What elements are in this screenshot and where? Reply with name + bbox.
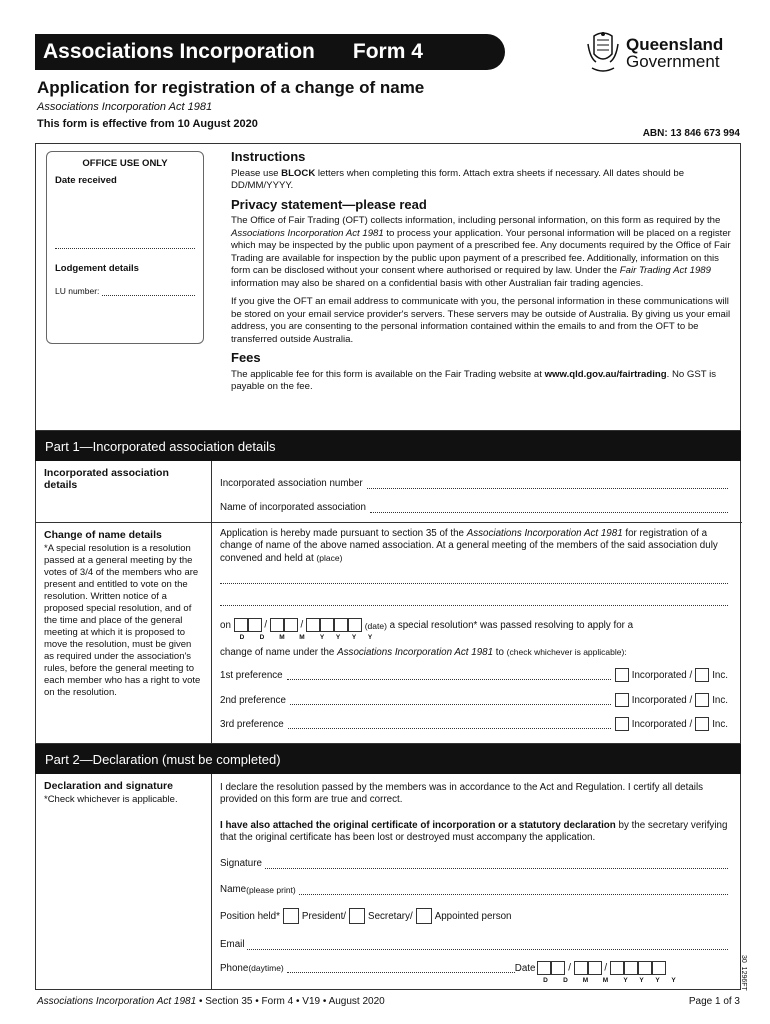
pref3-incorporated-checkbox[interactable] (615, 717, 629, 731)
email-field[interactable] (247, 941, 729, 950)
qld-government-logo (586, 30, 723, 76)
phone-label: Phone (220, 962, 249, 974)
name-field[interactable] (299, 886, 728, 895)
pref2-field[interactable] (290, 696, 611, 705)
part1-section: Incorporated association details Incorporated association number Name of incorporated association Change of name details *A special resolution is a resolution passed at a general meeting by the votes of 3/4 of the members who are present and entitled to vote on the resolution. Written notice of a proposed special resolution, and of the time and place of the general meeting at which it is proposed to move the resolution, must be given as required under the association's rules, before the general meeting to each member who has a right to vote on the resolution. Application is hereby made pursuant to section 35 of the Associations Incorporation Act 1981 for registration of a change of name of the above named association. At a general meeting of the members of the said association duly convened and held at (place) on / / (date) a special resolution* was passed resolving to apply for a D D M M Y Y Y Y change of name under the Associations Incorporation Act 1981 to (check whichever is applicable): 1st preference Incorporated / Inc. 2nd preference Incorporated / Inc. 3rd preference Incorporated / Inc. (35, 461, 741, 744)
instructions-heading: Instructions (231, 149, 306, 164)
meeting-place-field-1[interactable] (220, 575, 728, 584)
part2-section (35, 774, 741, 990)
date-received-label: Date received (55, 175, 117, 186)
form-title-banner (35, 34, 505, 70)
act-subtitle: Associations Incorporation Act 1981 (37, 101, 213, 113)
instructions-text: Please use BLOCK letters when completing this form. Attach extra sheets if necessary. All dates should be DD/MM/YYYY. (231, 167, 685, 191)
phone-hint: (daytime) (248, 963, 284, 973)
resolution-text: a special resolution* was passed resolving to apply for a (386, 620, 634, 631)
office-use-box (46, 151, 204, 344)
form-code: 30_1296FT (740, 955, 747, 991)
logo-line-government: Government (626, 52, 720, 71)
change-name-title: Change of name details (44, 529, 162, 541)
pref1-inc-checkbox[interactable] (695, 668, 709, 682)
assoc-name-label: Name of incorporated association (220, 502, 366, 513)
declaration-title: Declaration and signature (44, 780, 173, 792)
special-resolution-note: *A special resolution is a resolution passed at a general meeting by the votes of 3/4 of the members who are present and entitled to vote on the resolution. Written notice of a proposed special resolution, and of the time and place of the general meeting at which it is proposed to move the resolution, must be given as required under the association's rules, before the general meeting to each member who has a right to vote on the resolution. (44, 543, 201, 698)
fair-trading-link[interactable]: www.qld.gov.au/fairtrading (544, 368, 667, 380)
pref1-label: 1st preference (220, 669, 283, 681)
fees-text: The applicable fee for this form is available on the Fair Trading website at www.qld.gov.au/fairtrading. No GST is payable on the fee. (231, 368, 717, 392)
declaration-note: *Check whichever is applicable. (44, 794, 178, 805)
coat-of-arms-icon (586, 30, 620, 76)
assoc-number-label: Incorporated association number (220, 478, 363, 489)
privacy-text: The Office of Fair Trading (OFT) collects information, including personal information, on this form as required by the Associations Incorporation Act 1981 to process your application. Your personal information will be placed on a register which may be inspected by the public upon payment of a prescribed fee. Any documents required by the Office of Fair Trading are available for inspection by the public upon payment of a prescribed fee. Additionally, information on this form can be disclosed without your consent where authorised or required by law. Under the Fair Trading Act 1989 information may also be shared on a confidential basis with other Australian fair trading agencies. (231, 215, 731, 289)
assoc-name-field[interactable] (370, 504, 728, 513)
date-label: (date) (364, 621, 387, 631)
pref3-label: 3rd preference (220, 718, 284, 730)
phone-field[interactable] (287, 964, 515, 973)
pref1-field[interactable] (287, 671, 611, 680)
declaration-text: I declare the resolution passed by the members was in accordance to the Act and Regulation. I certify all details provided on this form are true and correct. (220, 782, 704, 805)
declaration-date-field[interactable]: / / D D M M Y Y Y Y (537, 961, 665, 975)
pref3-field[interactable] (288, 720, 611, 729)
instructions-section (231, 151, 731, 400)
email-label: Email (220, 939, 245, 950)
preference-row-3: 3rd preference Incorporated / Inc. (220, 718, 728, 730)
email-privacy-text: If you give the OFT an email address to communicate with you, the personal information in these communications will be stored on your email service provider's servers. These servers may be outside of Australia. By giving us your email address, you are consenting to the personal information contained within the emails to and from the OFT to be transferred outside Australia. (231, 296, 731, 345)
pref2-label: 2nd preference (220, 694, 286, 706)
certificate-text: I have also attached the original certificate of incorporation or a statutory declaration by the secretary verifying that the original certificate has been lost or destroyed must accompany the application. (220, 820, 728, 843)
secretary-checkbox[interactable] (349, 908, 365, 924)
privacy-heading: Privacy statement—please read (231, 196, 427, 212)
footer-text: Associations Incorporation Act 1981 • Section 35 • Form 4 • V19 • August 2020 (37, 996, 385, 1007)
lu-number-field[interactable] (102, 287, 195, 296)
pref2-inc-checkbox[interactable] (695, 693, 709, 707)
assoc-number-field[interactable] (367, 480, 728, 489)
on-label: on (220, 620, 231, 631)
signature-field[interactable] (265, 860, 728, 869)
lu-number-label: LU number: (55, 286, 100, 296)
change-under-act-text: change of name under the Associations Incorporation Act 1981 to (check whichever is applicable): (220, 647, 627, 658)
fees-heading: Fees (231, 350, 261, 365)
date-received-field[interactable] (55, 248, 195, 249)
logo-line-queensland: Queensland (626, 35, 724, 54)
form-number: Form 4 (352, 40, 423, 63)
date-label-part2: Date (514, 962, 536, 974)
pref3-inc-checkbox[interactable] (695, 717, 709, 731)
position-label: Position held* (220, 910, 280, 922)
president-label: President/ (301, 910, 347, 922)
part1-heading: Part 1—Incorporated association details (35, 431, 741, 461)
part2-heading: Part 2—Declaration (must be completed) (35, 744, 741, 774)
instructions-box (35, 143, 741, 431)
appointed-person-label: Appointed person (434, 910, 512, 922)
name-hint: (please print) (246, 885, 296, 895)
pref2-incorporated-checkbox[interactable] (615, 693, 629, 707)
application-text: Application is hereby made pursuant to section 35 of the Associations Incorporation Act 1981 for registration of a change of name of the above named association. At a general meeting of the members of the said association duly convened and held at (place) (220, 528, 718, 564)
abn: ABN: 13 846 673 994 (642, 128, 740, 139)
meeting-date-field[interactable]: / / (234, 618, 362, 632)
banner-title: Associations Incorporation (43, 40, 315, 63)
appointed-person-checkbox[interactable] (416, 908, 432, 924)
assoc-details-title: Incorporated association details (44, 467, 169, 491)
page-title: Application for registration of a change of name (37, 78, 425, 97)
meeting-place-field-2[interactable] (220, 597, 728, 606)
preference-row-1: 1st preference Incorporated / Inc. (220, 669, 728, 681)
pref1-incorporated-checkbox[interactable] (615, 668, 629, 682)
office-use-heading: OFFICE USE ONLY (82, 158, 168, 169)
secretary-label: Secretary/ (368, 910, 413, 922)
president-checkbox[interactable] (283, 908, 299, 924)
preference-row-2: 2nd preference Incorporated / Inc. (220, 694, 728, 706)
signature-label: Signature (220, 858, 262, 869)
effective-date: This form is effective from 10 August 2020 (37, 118, 258, 130)
lodgement-details-label: Lodgement details (55, 263, 139, 274)
page-number: Page 1 of 3 (688, 996, 740, 1007)
name-label: Name (220, 884, 247, 895)
